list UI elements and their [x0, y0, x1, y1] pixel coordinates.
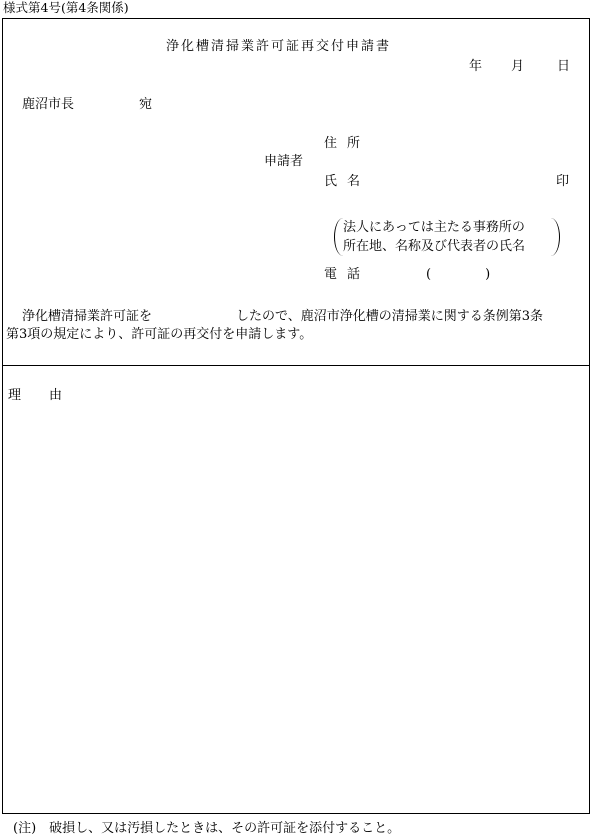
form-title: 浄化槽清掃業許可証再交付申請書: [166, 39, 392, 54]
body-text-line1: [22, 310, 543, 323]
date-month-label: 月: [511, 59, 525, 74]
section-divider: [2, 365, 590, 366]
seal-mark: 印: [556, 174, 570, 189]
corporation-note: [334, 218, 560, 256]
phone-paren-close: ): [485, 267, 491, 282]
corporation-note-line2: 所在地、名称及び代表者の氏名: [343, 239, 526, 254]
date-day-label: 日: [557, 59, 571, 74]
body-text-line1-part2: したので、鹿沼市浄化槽の清掃業に関する条例第3条: [236, 309, 544, 324]
phone-field: [426, 268, 490, 281]
name-label: 氏名: [324, 174, 371, 189]
addressee-name: 鹿沼市長: [22, 97, 75, 112]
applicant-label: 申請者: [264, 154, 304, 169]
footnote: (注) 破損し、又は汚損したときは、その許可証を添付すること。: [13, 821, 401, 836]
form-header: 様式第4号(第4条関係): [3, 0, 129, 15]
reason-label: 理由: [8, 388, 91, 403]
address-label: 住所: [324, 136, 371, 151]
date-year-label: 年: [469, 59, 483, 74]
phone-label: 電話: [324, 267, 371, 282]
form-frame: [2, 18, 590, 814]
corporation-note-line1: 法人にあっては主たる事務所の: [343, 220, 525, 235]
body-text-line1-part1: 浄化槽清掃業許可証を: [22, 309, 153, 324]
addressee-honorific: 宛: [139, 97, 153, 112]
phone-paren-open: (: [426, 267, 432, 282]
body-text-line2: 第3項の規定により、許可証の再交付を申請します。: [6, 327, 313, 342]
